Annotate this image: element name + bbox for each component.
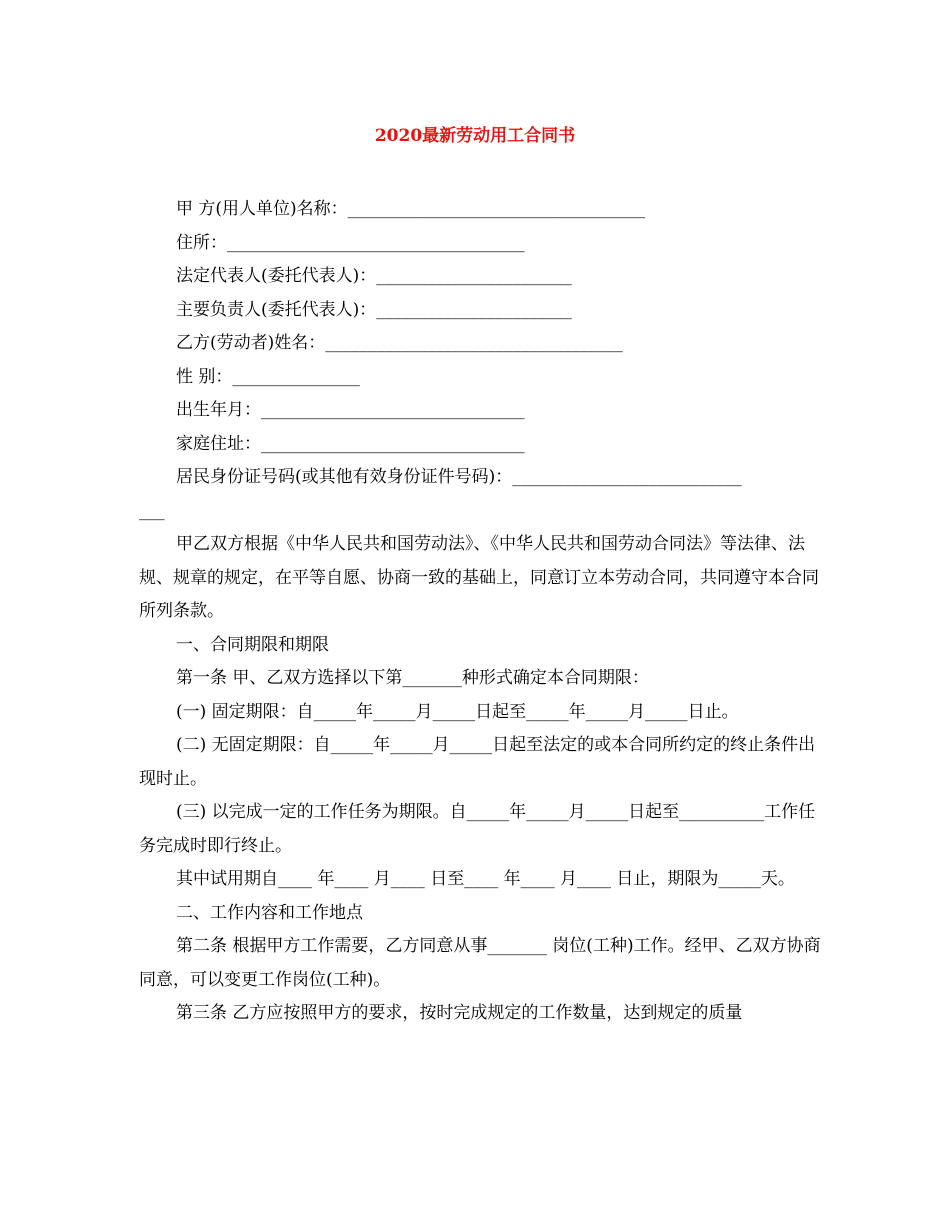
document-title: 2020最新劳动用工合同书: [374, 126, 576, 146]
article-2: 第二条 根据甲方工作需要，乙方同意从事_______ 岗位(工种)工作。经甲、乙双方协商同意，可以变更工作岗位(工种)。: [139, 936, 821, 990]
principal-person-line: 主要负责人(委托代表人)：_______________________: [176, 299, 572, 320]
legal-representative-line: 法定代表人(委托代表人)：_______________________: [176, 266, 572, 286]
employer-address-line: 住所：___________________________________: [176, 232, 525, 253]
term-option-1: (一) 固定期限：自_____年_____月_____日起至_____年_____月_____日止。: [176, 701, 739, 722]
preamble-paragraph: 甲乙双方根据《中华人民共和国劳动法》、《中华人民共和国劳动合同法》等法律、法规、规章的规定，在平等自愿、协商一致的基础上，同意订立本劳动合同，共同遵守本合同所列条款。: [139, 534, 819, 621]
document-body: [139, 193, 829, 1031]
id-number-line: 居民身份证号码(或其他有效身份证件号码)：___________________________: [176, 467, 742, 487]
term-option-3: (三) 以完成一定的工作任务为期限。自_____年_____月_____日起至__________工作任务完成时即行终止。: [139, 802, 816, 856]
article-3: 第三条 乙方应按照甲方的要求，按时完成规定的工作数量，达到规定的质量: [176, 1003, 743, 1023]
section-1-heading: 一、合同期限和期限: [176, 634, 329, 655]
employee-name-line: 乙方(劳动者)姓名：___________________________________: [176, 333, 623, 353]
article-1: 第一条 甲、乙双方选择以下第_______种形式确定本合同期限：: [176, 668, 649, 688]
home-address-line: 家庭住址：_______________________________: [176, 433, 525, 454]
gender-line: 性 别：_______________: [176, 366, 360, 387]
birth-date-line: 出生年月：_______________________________: [176, 400, 525, 420]
employer-name-line: 甲 方(用人单位)名称：___________________________________: [176, 199, 646, 219]
term-option-2: (二) 无固定期限：自_____年_____月_____日起至法定的或本合同所约定的终止条件出现时止。: [139, 735, 816, 789]
section-2-heading: 二、工作内容和工作地点: [176, 902, 363, 923]
probation-period: 其中试用期自____ 年____ 月____ 日至____ 年____ 月____ 日止，期限为_____天。: [176, 869, 795, 889]
id-number-overflow: ___: [139, 500, 165, 521]
